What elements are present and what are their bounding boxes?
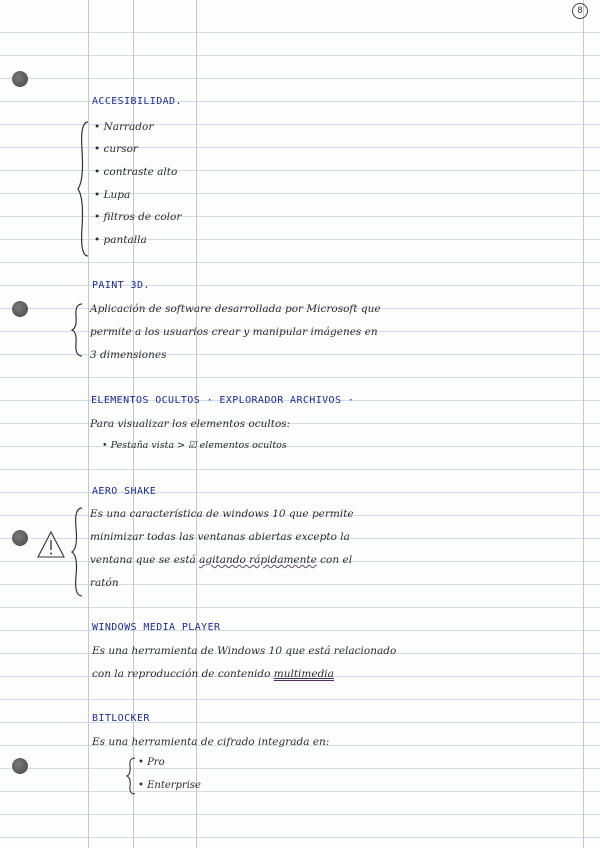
body-line: Para visualizar los elementos ocultos:: [90, 418, 291, 430]
body-line: Es una herramienta de cifrado integrada en:: [92, 736, 330, 748]
heading-accesibilidad: ACCESIBILIDAD.: [92, 96, 182, 107]
body-line: permite a los usuarios crear y manipular imágenes en: [90, 326, 378, 338]
list-item: • Lupa: [94, 189, 131, 201]
punch-hole: [12, 71, 28, 87]
list-item: • Enterprise: [138, 780, 201, 791]
list-item: • cursor: [94, 143, 138, 155]
body-line: Es una característica de windows 10 que permite: [90, 508, 354, 520]
list-item: • pantalla: [94, 234, 147, 246]
curly-bracket-icon: [70, 302, 84, 358]
body-line: minimizar todas las ventanas abiertas excepto la: [90, 531, 350, 543]
emphasized-text: agitando rápidamente: [199, 554, 317, 566]
heading-bitlocker: BITLOCKER: [92, 713, 150, 724]
list-item: • contraste alto: [94, 166, 178, 178]
list-item: • filtros de color: [94, 211, 182, 223]
text-segment: ventana que se está: [90, 554, 196, 566]
punch-hole: [12, 530, 28, 546]
text-segment: con el: [320, 554, 353, 566]
warning-icon: [36, 530, 66, 560]
heading-paint3d: PAINT 3D.: [92, 280, 150, 291]
body-line: Aplicación de software desarrollada por Microsoft que: [90, 303, 381, 315]
emphasized-text: multimedia: [273, 668, 334, 680]
list-item: • Narrador: [94, 121, 154, 133]
curly-bracket-icon: [76, 120, 90, 258]
heading-aero-shake: AERO SHAKE: [92, 486, 157, 497]
heading-windows-media-player: WINDOWS MEDIA PLAYER: [92, 622, 221, 633]
text-segment: con la reproducción de contenido: [92, 668, 271, 680]
body-line: [92, 668, 334, 680]
body-line: [90, 554, 352, 566]
list-item: • Pestaña vista > ☑ elementos ocultos: [102, 440, 287, 451]
body-line: Es una herramienta de Windows 10 que está relacionado: [92, 645, 397, 657]
heading-elementos-ocultos: ELEMENTOS OCULTOS · EXPLORADOR ARCHIVOS ·: [91, 395, 355, 406]
body-line: 3 dimensiones: [90, 349, 167, 361]
body-line: ratón: [90, 577, 119, 589]
margin-line: [583, 0, 584, 848]
list-item: • Pro: [138, 757, 165, 768]
curly-bracket-icon: [70, 506, 84, 598]
curly-bracket-icon: [125, 756, 137, 796]
page-number: 8: [572, 3, 588, 19]
punch-hole: [12, 301, 28, 317]
punch-hole: [12, 758, 28, 774]
